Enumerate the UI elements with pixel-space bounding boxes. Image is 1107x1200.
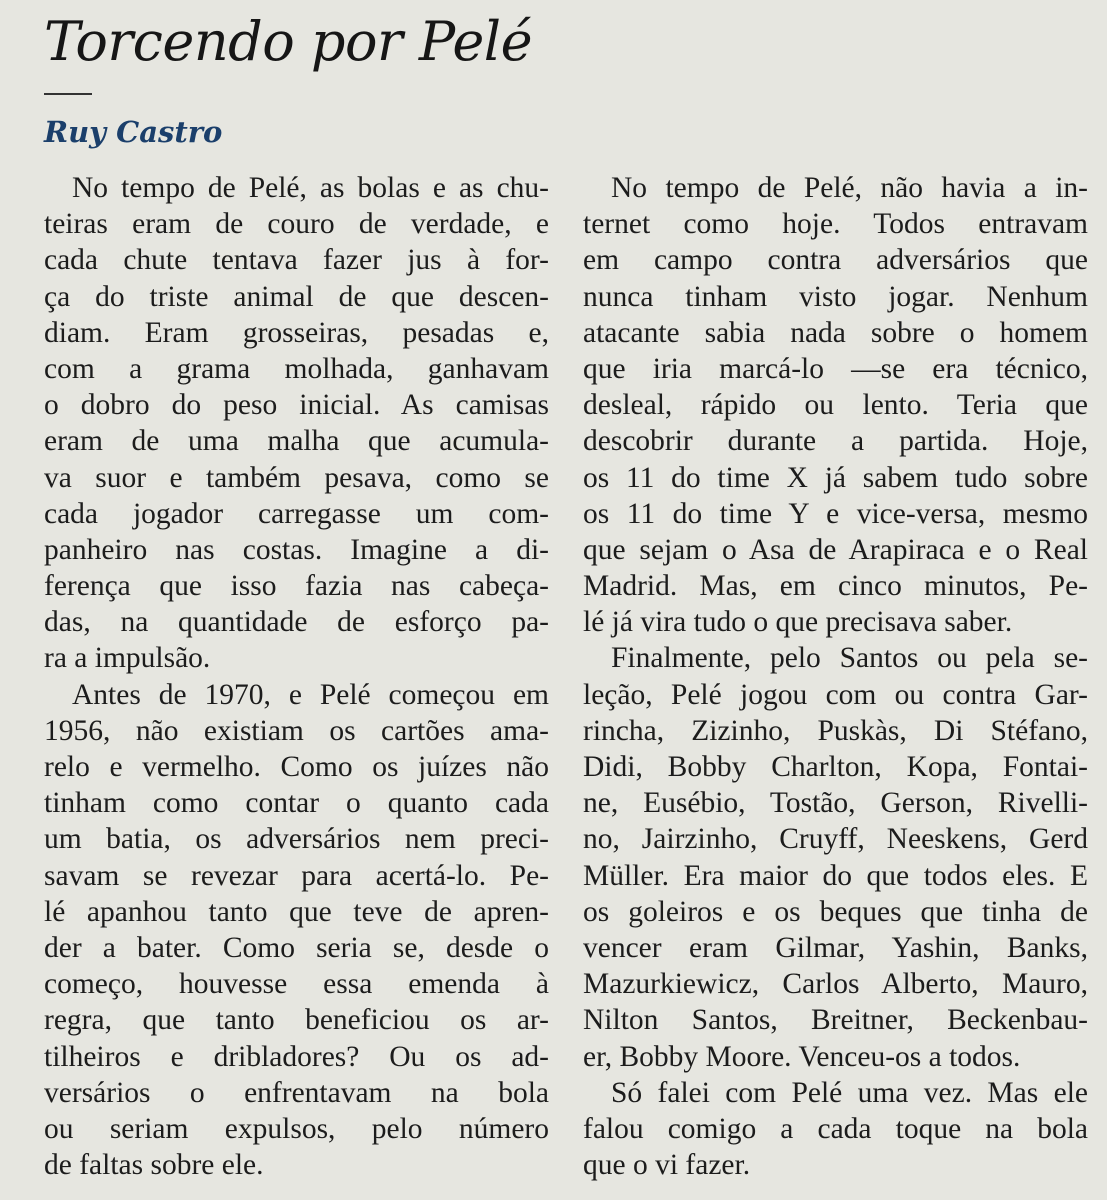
text-line: Só falei com Pelé uma vez. Mas ele (611, 1076, 1088, 1109)
text-line: ra a impulsão. (44, 642, 211, 675)
text-line: rincha, Zizinho, Puskàs, Di Stéfano, (583, 714, 1088, 747)
text-line: regra, que tanto beneficiou os ar- (44, 1004, 549, 1037)
text-line: Nilton Santos, Breitner, Beckenbau- (583, 1004, 1088, 1037)
text-column-right (583, 170, 1088, 1183)
text-line: relo e vermelho. Como os juízes não (44, 751, 549, 783)
text-line: ça do triste animal de que descen- (44, 280, 549, 313)
text-line: leção, Pelé jogou com ou contra Gar- (583, 678, 1088, 711)
text-line: lé já vira tudo o que precisava saber. (583, 606, 1013, 639)
text-line: os goleiros e os beques que tinha de (583, 895, 1088, 928)
text-line: ternet como hoje. Todos entravam (583, 208, 1088, 241)
text-line: No tempo de Pelé, as bolas e as chu- (72, 172, 549, 204)
text-line: va suor e também pesava, como se (44, 461, 549, 494)
text-line: ou seriam expulsos, pelo número (44, 1112, 549, 1145)
text-line: Mazurkiewicz, Carlos Alberto, Mauro, (583, 968, 1088, 1001)
text-line: versários o enfrentavam na bola (44, 1076, 549, 1109)
text-line: ferença que isso fazia nas cabeça- (44, 570, 549, 603)
text-line: lé apanhou tanto que teve de apren- (44, 895, 549, 928)
text-line: falou comigo a cada toque na bola (583, 1112, 1088, 1145)
text-line: no, Jairzinho, Cruyff, Neeskens, Gerd (583, 823, 1088, 856)
text-line: atacante sabia nada sobre o homem (583, 316, 1088, 349)
text-line: que iria marcá-lo —se era técnico, (583, 352, 1088, 385)
text-line: vencer eram Gilmar, Yashin, Banks, (583, 931, 1088, 964)
text-line: um batia, os adversários nem preci- (44, 823, 549, 856)
text-line: tinham como contar o quanto cada (44, 787, 549, 820)
paragraph (583, 1075, 1088, 1184)
text-line: er, Bobby Moore. Venceu-os a todos. (583, 1040, 1021, 1073)
text-line: Finalmente, pelo Santos ou pela se- (611, 642, 1088, 675)
text-line: ne, Eusébio, Tostão, Gerson, Rivelli- (583, 787, 1088, 820)
article-title: Torcendo por Pelé (44, 10, 533, 73)
text-line: 1956, não existiam os cartões ama- (44, 714, 549, 747)
text-line: com a grama molhada, ganhavam (44, 352, 549, 385)
text-line: em campo contra adversários que (583, 244, 1088, 277)
text-line: de faltas sobre ele. (44, 1149, 264, 1182)
text-line: tilheiros e dribladores? Ou os ad- (44, 1040, 549, 1073)
text-line: que o vi fazer. (583, 1149, 751, 1182)
text-line: Antes de 1970, e Pelé começou em (72, 678, 549, 711)
text-line: descobrir durante a partida. Hoje, (583, 425, 1088, 458)
text-line: Didi, Bobby Charlton, Kopa, Fontai- (583, 751, 1088, 783)
text-line: Madrid. Mas, em cinco minutos, Pe- (583, 570, 1088, 603)
text-column-left (44, 170, 549, 1183)
text-line: cada chute tentava fazer jus à for- (44, 244, 549, 277)
text-line: panheiro nas costas. Imagine a di- (44, 533, 549, 566)
text-line: que sejam o Asa de Arapiraca e o Real (583, 533, 1088, 566)
text-line: savam se revezar para acertá-lo. Pe- (44, 859, 549, 892)
text-line: o dobro do peso inicial. As camisas (44, 389, 549, 422)
text-line: Müller. Era maior do que todos eles. E (583, 859, 1088, 892)
text-line: cada jogador carregasse um com- (44, 497, 549, 530)
text-line: teiras eram de couro de verdade, e (44, 208, 549, 241)
text-line: der a bater. Como seria se, desde o (44, 931, 549, 964)
text-line: eram de uma malha que acumula- (44, 425, 549, 458)
text-line: das, na quantidade de esforço pa- (44, 606, 549, 639)
paragraph (44, 170, 549, 677)
text-line: nunca tinham visto jogar. Nenhum (583, 280, 1088, 313)
text-line: os 11 do time Y e vice-versa, mesmo (583, 497, 1088, 530)
paragraph (583, 170, 1088, 640)
text-line: diam. Eram grosseiras, pesadas e, (44, 316, 549, 349)
text-line: os 11 do time X já sabem tudo sobre (583, 461, 1088, 494)
text-line: No tempo de Pelé, não havia a in- (611, 172, 1088, 204)
text-line: desleal, rápido ou lento. Teria que (583, 389, 1088, 422)
text-line: começo, houvesse essa emenda à (44, 968, 549, 1001)
paragraph (583, 640, 1088, 1074)
paragraph (44, 677, 549, 1184)
title-divider (44, 93, 92, 95)
author-byline: Ruy Castro (44, 115, 223, 149)
